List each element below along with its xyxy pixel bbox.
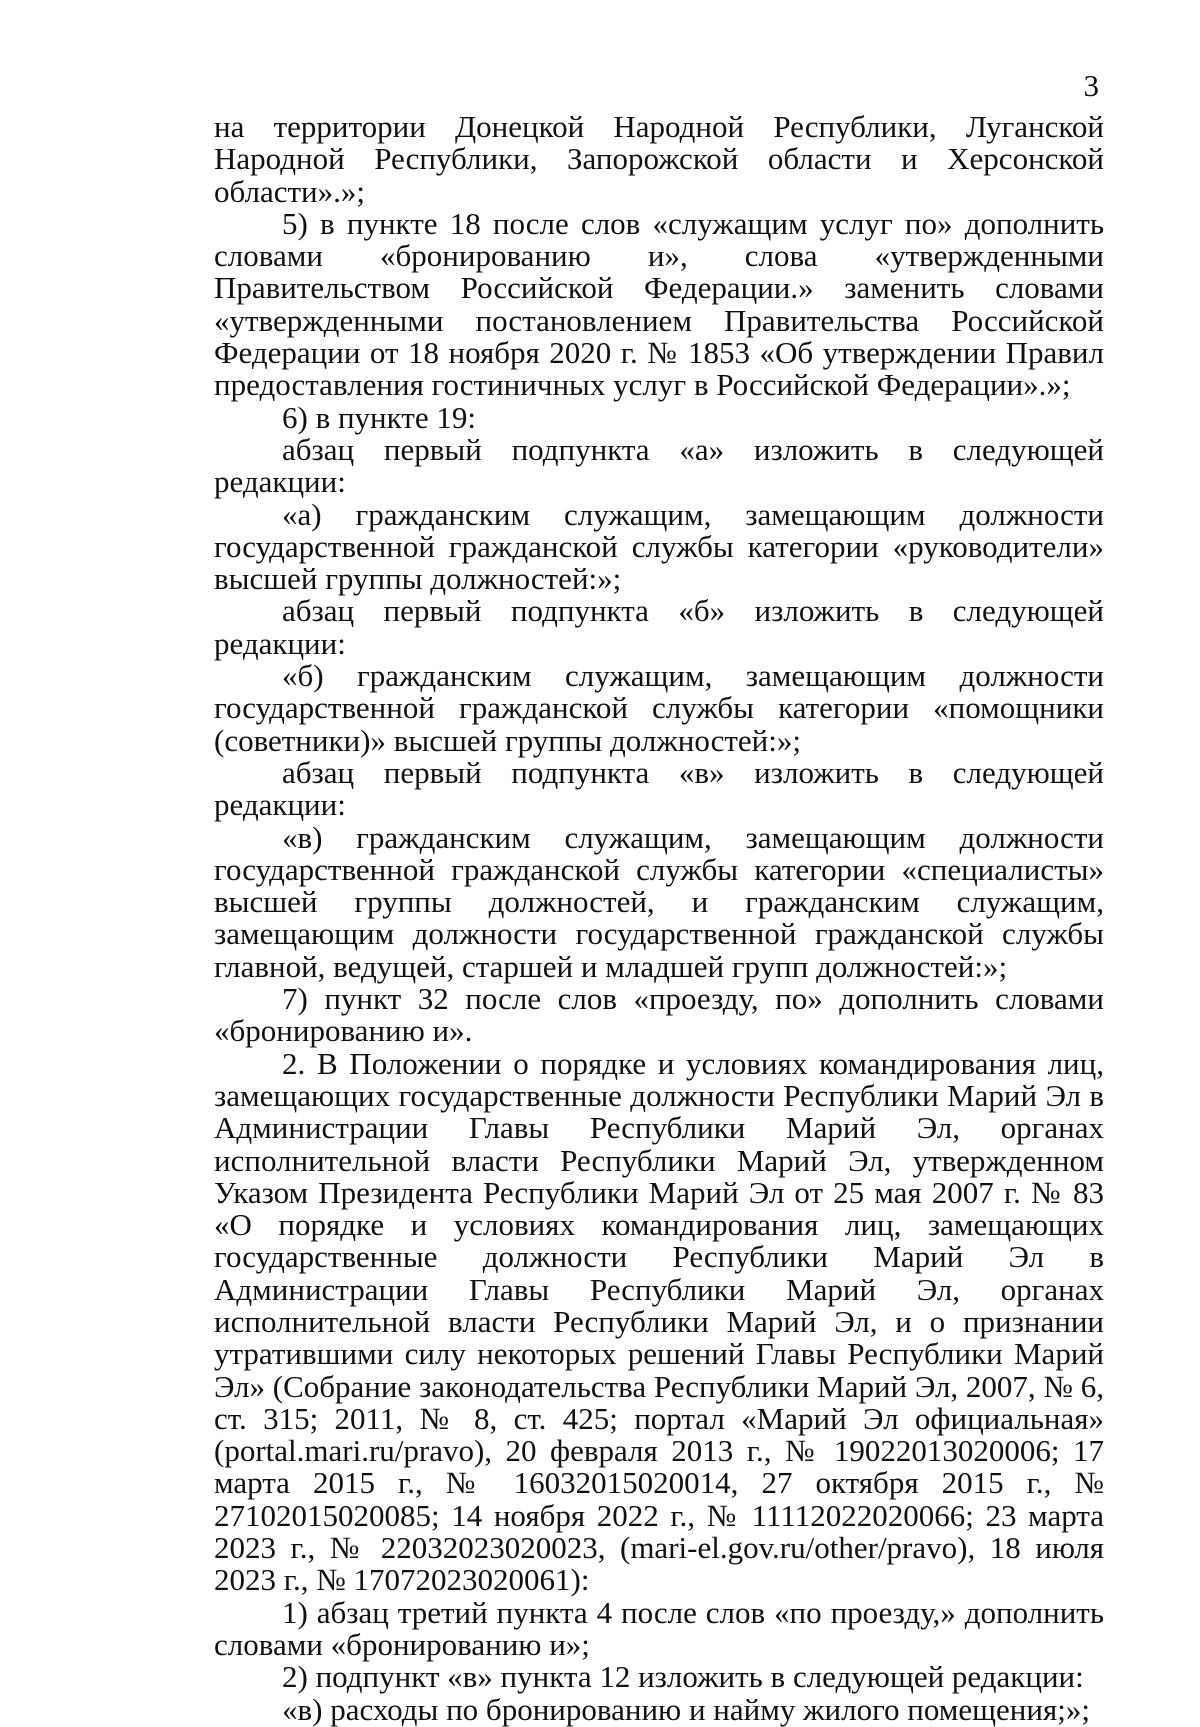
- paragraph-subitem-b-intro: абзац первый подпункта «б» изложить в следующей редакции:: [214, 593, 1104, 661]
- paragraph-item-5: 5) в пункте 18 после слов «служащим услуг по» дополнить словами «бронированию и», слова «утвержденными Правительством Российской Федерации.» заменить словами «утвержденными постановлением Правительства Российской Федерации от 18 ноября 2020 г. № 1853 «Об утверждении Правил предоставления гостиничных услуг в Российской Федерации».»;: [214, 205, 1104, 403]
- paragraph-subitem-v-text: «в) гражданским служащим, замещающим должности государственной гражданской службы категории «специалисты» высшей группы должностей, и гражданским служащим, замещающим должности государственной гражданской службы главной, ведущей, старшей и младшей групп должностей:»;: [214, 819, 1104, 984]
- paragraph-section-2-subitem-v: «в) расходы по бронированию и найму жилого помещения;»;: [282, 1691, 1090, 1727]
- paragraph-subitem-b-text: «б) гражданским служащим, замещающим должности государственной гражданской службы категории «помощники (советники)» высшей группы должностей:»;: [214, 658, 1104, 758]
- paragraph-continuation: на территории Донецкой Народной Республики, Луганской Народной Республики, Запорожской области и Херсонской области».»;: [214, 109, 1104, 209]
- paragraph-section-2-item-1: 1) абзац третий пункта 4 после слов «по проезду,» дополнить словами «бронированию и»;: [214, 1594, 1104, 1662]
- page-number: 3: [1083, 68, 1099, 103]
- document-body: [214, 111, 1104, 1726]
- paragraph-item-7: 7) пункт 32 после слов «проезду, по» дополнить словами «бронированию и».: [214, 981, 1104, 1049]
- paragraph-section-2-item-2: 2) подпункт «в» пункта 12 изложить в следующей редакции:: [282, 1659, 1084, 1695]
- paragraph-item-6: 6) в пункте 19:: [282, 399, 476, 435]
- paragraph-subitem-a-intro: абзац первый подпункта «а» изложить в следующей редакции:: [214, 431, 1104, 500]
- paragraph-subitem-v-intro: абзац первый подпункта «в» изложить в следующей редакции:: [214, 754, 1104, 823]
- paragraph-subitem-a-text: «а) гражданским служащим, замещающим должности государственной гражданской службы категории «руководители» высшей группы должностей:»;: [214, 496, 1104, 597]
- paragraph-section-2: 2. В Положении о порядке и условиях командирования лиц, замещающих государственные должности Республики Марий Эл в Администрации Главы Республики Марий Эл, органах исполнительной власти Республики Марий Эл, утвержденном Указом Президента Республики Марий Эл от 25 мая 2007 г. № 83 «О порядке и условиях командирования лиц, замещающих государственные должности Республики Марий Эл в Администрации Главы Республики Марий Эл, органах исполнительной власти Республики Марий Эл, и о признании утратившими силу некоторых решений Главы Республики Марий Эл» (Собрание законодательства Республики Марий Эл, 2007, № 6, ст. 315; 2011, № 8, ст. 425; портал «Марий Эл официальная» (portal.mari.ru/pravo), 20 февраля 2013 г., № 19022013020006; 17 марта 2015 г., № 16032015020014, 27 октября 2015 г., № 27102015020085; 14 ноября 2022 г., № 11112022020066; 23 марта 2023 г., № 22032023020023, (mari-el.gov.ru/other/pravo), 18 июля 2023 г., № 17072023020061):: [214, 1045, 1104, 1598]
